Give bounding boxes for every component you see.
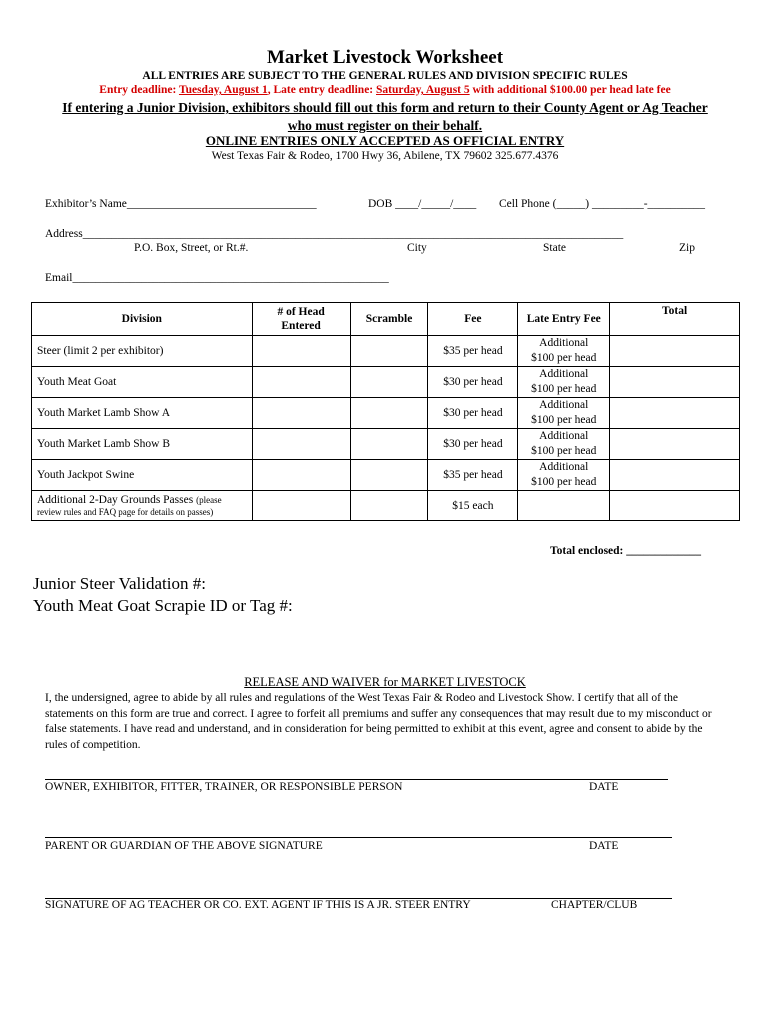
col-fee: Fee [428, 303, 518, 336]
passes-note-1: (please [196, 494, 222, 505]
late-fee-line1: Additional [539, 430, 589, 442]
table-row [32, 491, 740, 521]
total-cell[interactable] [610, 398, 740, 429]
late-date: Saturday, August 5 [376, 84, 470, 96]
fair-address: West Texas Fair & Rodeo, 1700 Hwy 36, Abilene, TX 79602 325.677.4376 [211, 150, 559, 162]
table-row [32, 429, 740, 460]
scramble-cell[interactable] [350, 460, 428, 491]
fee-cell: $30 per head [428, 398, 518, 429]
col-head-entered: # of Head Entered [252, 303, 350, 336]
chapter-club-caption: CHAPTER/CLUB [551, 899, 638, 911]
late-fee-line1: Additional [539, 368, 589, 380]
late-prefix: , Late entry deadline: [267, 84, 376, 96]
late-fee-line2: $100 per head [531, 383, 597, 395]
fee-cell: $35 per head [428, 460, 518, 491]
fee-cell: $35 per head [428, 336, 518, 367]
scramble-cell[interactable] [350, 491, 428, 521]
division-name [32, 491, 253, 521]
head-entered-cell[interactable] [252, 367, 350, 398]
late-fee-cell [518, 367, 610, 398]
late-fee-line2: $100 per head [531, 445, 597, 457]
total-cell[interactable] [610, 460, 740, 491]
signature-caption: OWNER, EXHIBITOR, FITTER, TRAINER, OR RESPONSIBLE PERSON [45, 781, 403, 793]
fee-cell: $30 per head [428, 429, 518, 460]
head-entered-cell[interactable] [252, 460, 350, 491]
deadline-prefix: Entry deadline: [99, 84, 179, 96]
division-name: Youth Jackpot Swine [32, 460, 253, 491]
online-only-notice: ONLINE ENTRIES ONLY ACCEPTED AS OFFICIAL ENTRY [205, 133, 565, 148]
late-fee-line1: Additional [539, 461, 589, 473]
col-scramble: Scramble [350, 303, 428, 336]
junior-notice-line1: If entering a Junior Division, exhibitors should fill out this form and return to their County Agent or Ag Teacher [62, 100, 708, 115]
late-fee-line2: $100 per head [531, 476, 597, 488]
scramble-cell[interactable] [350, 367, 428, 398]
col-total: Total [610, 303, 740, 336]
head-entered-cell[interactable] [252, 336, 350, 367]
address-state-caption: State [543, 242, 566, 254]
waiver-body: I, the undersigned, agree to abide by all rules and regulations of the West Texas Fair & Rodeo and Livestock Show. I certify that all of the statements on this form are true and correct. I agree to forfeit all premiums and suffer any consequences that may result due to my misconduct or false statements. I have read and understand, and in consideration for being permitted to exhibit at this event, agree and consent to abide by the rules of competition. [45, 692, 712, 751]
late-fee-cell [518, 460, 610, 491]
late-fee-cell [518, 398, 610, 429]
late-fee-cell [518, 336, 610, 367]
deadline-date: Tuesday, August 1 [178, 84, 268, 96]
address-city-caption: City [407, 242, 427, 254]
late-fee-cell [518, 429, 610, 460]
passes-note-2: review rules and FAQ page for details on passes) [37, 506, 214, 517]
table-row [32, 336, 740, 367]
steer-validation-label: Junior Steer Validation #: [33, 574, 206, 593]
total-enclosed-field[interactable]: Total enclosed: _____________ [550, 545, 701, 557]
dob-field[interactable]: DOB ____/_____/____ [368, 198, 477, 210]
scramble-cell[interactable] [350, 429, 428, 460]
fee-cell: $30 per head [428, 367, 518, 398]
address-field[interactable]: Address______________________________________________________________________________________________ [45, 228, 624, 240]
junior-notice-line2: who must register on their behalf. [287, 118, 483, 133]
late-suffix: with additional $100.00 per head late fee [469, 84, 671, 96]
goat-scrapie-label: Youth Meat Goat Scrapie ID or Tag #: [33, 596, 293, 615]
division-name: Youth Market Lamb Show B [32, 429, 253, 460]
address-street-caption: P.O. Box, Street, or Rt.#. [134, 242, 249, 254]
total-cell[interactable] [610, 336, 740, 367]
late-fee-line1: Additional [539, 399, 589, 411]
signature-line[interactable] [45, 837, 672, 838]
division-name: Youth Market Lamb Show A [32, 398, 253, 429]
signature-caption: PARENT OR GUARDIAN OF THE ABOVE SIGNATURE [45, 840, 323, 852]
late-fee-line2: $100 per head [531, 414, 597, 426]
signature-line[interactable] [45, 779, 668, 780]
total-cell[interactable] [610, 367, 740, 398]
cell-phone-field[interactable]: Cell Phone (_____) _________-__________ [499, 198, 706, 210]
head-entered-cell[interactable] [252, 398, 350, 429]
division-name: Steer (limit 2 per exhibitor) [32, 336, 253, 367]
table-row [32, 460, 740, 491]
waiver-title: RELEASE AND WAIVER for MARKET LIVESTOCK [244, 675, 526, 689]
email-field[interactable]: Email_______________________________________________________ [45, 272, 389, 284]
address-zip-caption: Zip [679, 242, 695, 254]
head-entered-cell[interactable] [252, 491, 350, 521]
scramble-cell[interactable] [350, 398, 428, 429]
exhibitor-name-field[interactable]: Exhibitor’s Name_________________________________ [45, 198, 317, 210]
division-name: Youth Meat Goat [32, 367, 253, 398]
date-caption: DATE [589, 840, 619, 852]
total-cell[interactable] [610, 491, 740, 521]
passes-label: Additional 2-Day Grounds Passes [37, 493, 197, 506]
head-entered-cell[interactable] [252, 429, 350, 460]
late-fee-cell [518, 491, 610, 521]
col-division: Division [32, 303, 253, 336]
late-fee-line2: $100 per head [531, 352, 597, 364]
total-cell[interactable] [610, 429, 740, 460]
table-row [32, 367, 740, 398]
date-caption: DATE [589, 781, 619, 793]
scramble-cell[interactable] [350, 336, 428, 367]
entry-table [31, 302, 740, 521]
col-late-fee: Late Entry Fee [518, 303, 610, 336]
rules-line: ALL ENTRIES ARE SUBJECT TO THE GENERAL RULES AND DIVISION SPECIFIC RULES [142, 70, 628, 82]
fee-cell: $15 each [428, 491, 518, 521]
signature-caption: SIGNATURE OF AG TEACHER OR CO. EXT. AGENT IF THIS IS A JR. STEER ENTRY [45, 899, 471, 911]
deadline-line [0, 84, 770, 96]
table-header-row [32, 303, 740, 336]
page-title: Market Livestock Worksheet [266, 47, 504, 68]
table-row [32, 398, 740, 429]
late-fee-line1: Additional [539, 337, 589, 349]
